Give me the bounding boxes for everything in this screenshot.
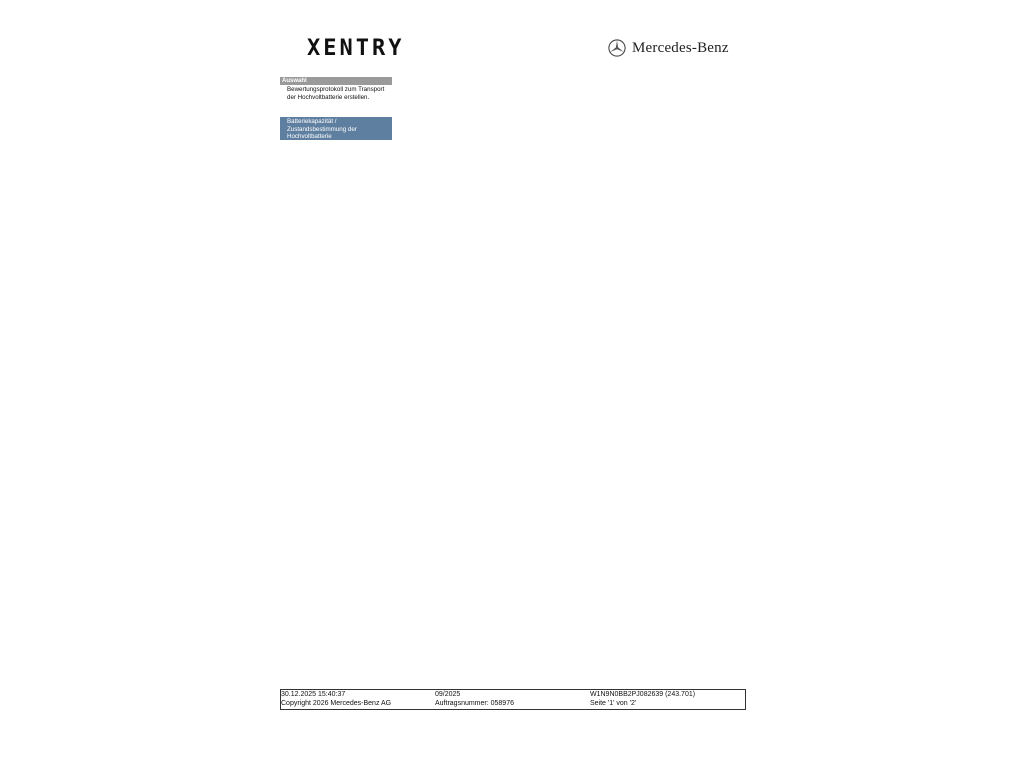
option-line-3: Hochvoltbatterie	[287, 133, 332, 140]
selection-header: Auswahl	[280, 77, 392, 85]
option-line-1: Batteriekapazität /	[287, 118, 337, 125]
brand-name: Mercedes-Benz	[632, 39, 729, 56]
footer-version: 09/2025	[435, 691, 461, 698]
footer-order-number: Auftragsnummer: 058976	[435, 700, 514, 707]
xentry-logo: XENTRY	[307, 36, 405, 61]
page-footer	[280, 689, 746, 710]
mercedes-star-icon	[608, 39, 626, 57]
footer-datetime: 30.12.2025 15:40:37	[281, 691, 346, 698]
battery-capacity-option[interactable]	[280, 117, 392, 140]
option-line-2: Zustandsbestimmung der	[287, 125, 357, 133]
footer-copyright: Copyright 2026 Mercedes-Benz AG	[281, 700, 392, 707]
selection-panel	[280, 77, 392, 140]
selection-description: Bewertungsprotokoll zum Transport der Hochvoltbatterie erstellen.	[287, 86, 385, 101]
footer-vin: W1N9N0BB2PJ082639 (243.701)	[590, 691, 696, 698]
mercedes-benz-logo	[608, 39, 729, 57]
footer-page-number: Seite '1' von '2'	[590, 700, 637, 707]
